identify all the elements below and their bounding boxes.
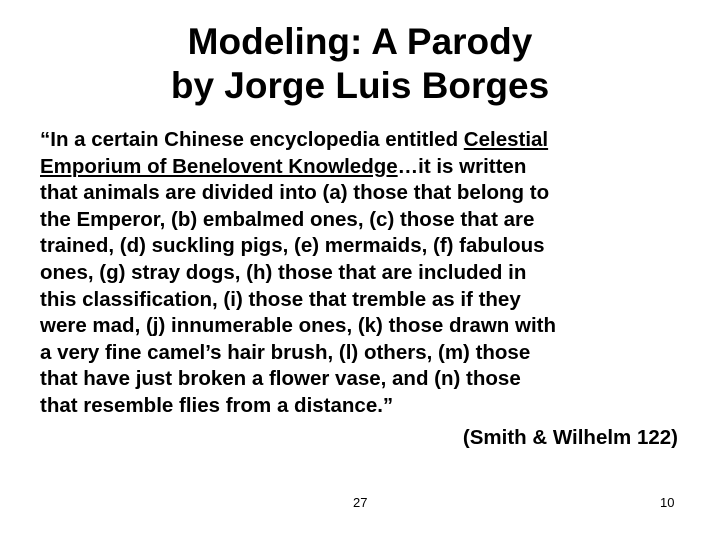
citation: (Smith & Wilhelm 122) <box>462 426 678 449</box>
quote-line-11: that resemble flies from a distance.” <box>40 393 394 417</box>
quote-line-1-text: “In a certain Chinese encyclopedia entitled <box>40 128 464 151</box>
quote-line-2 <box>40 154 700 181</box>
quote-body <box>40 127 700 420</box>
quote-line-9: a very fine camel’s hair brush, (l) others, (m) those <box>40 340 531 364</box>
book-title-part-2: Emporium of Benelovent Knowledge <box>40 154 398 178</box>
quote-line-4: the Emperor, (b) embalmed ones, (c) those that are <box>40 207 535 231</box>
slide-title <box>0 20 720 108</box>
quote-line-7: this classification, (i) those that tremble as if they <box>40 287 521 311</box>
book-title-part-1: Celestial <box>463 128 549 151</box>
quote-line-1 <box>40 127 700 154</box>
page-number-left: 27 <box>353 495 368 510</box>
title-line-2: by Jorge Luis Borges <box>170 65 550 106</box>
page-number-right: 10 <box>660 495 675 510</box>
quote-line-2-text: …it is written <box>397 154 527 178</box>
quote-line-10: that have just broken a flower vase, and (n) those <box>40 367 521 391</box>
title-line-1: Modeling: A Parody <box>187 21 533 62</box>
quote-line-5: trained, (d) suckling pigs, (e) mermaids, (f) fabulous <box>40 234 545 258</box>
quote-line-6: ones, (g) stray dogs, (h) those that are included in <box>40 260 527 284</box>
quote-line-8: were mad, (j) innumerable ones, (k) those drawn with <box>40 314 557 338</box>
quote-line-3: that animals are divided into (a) those that belong to <box>40 181 550 205</box>
